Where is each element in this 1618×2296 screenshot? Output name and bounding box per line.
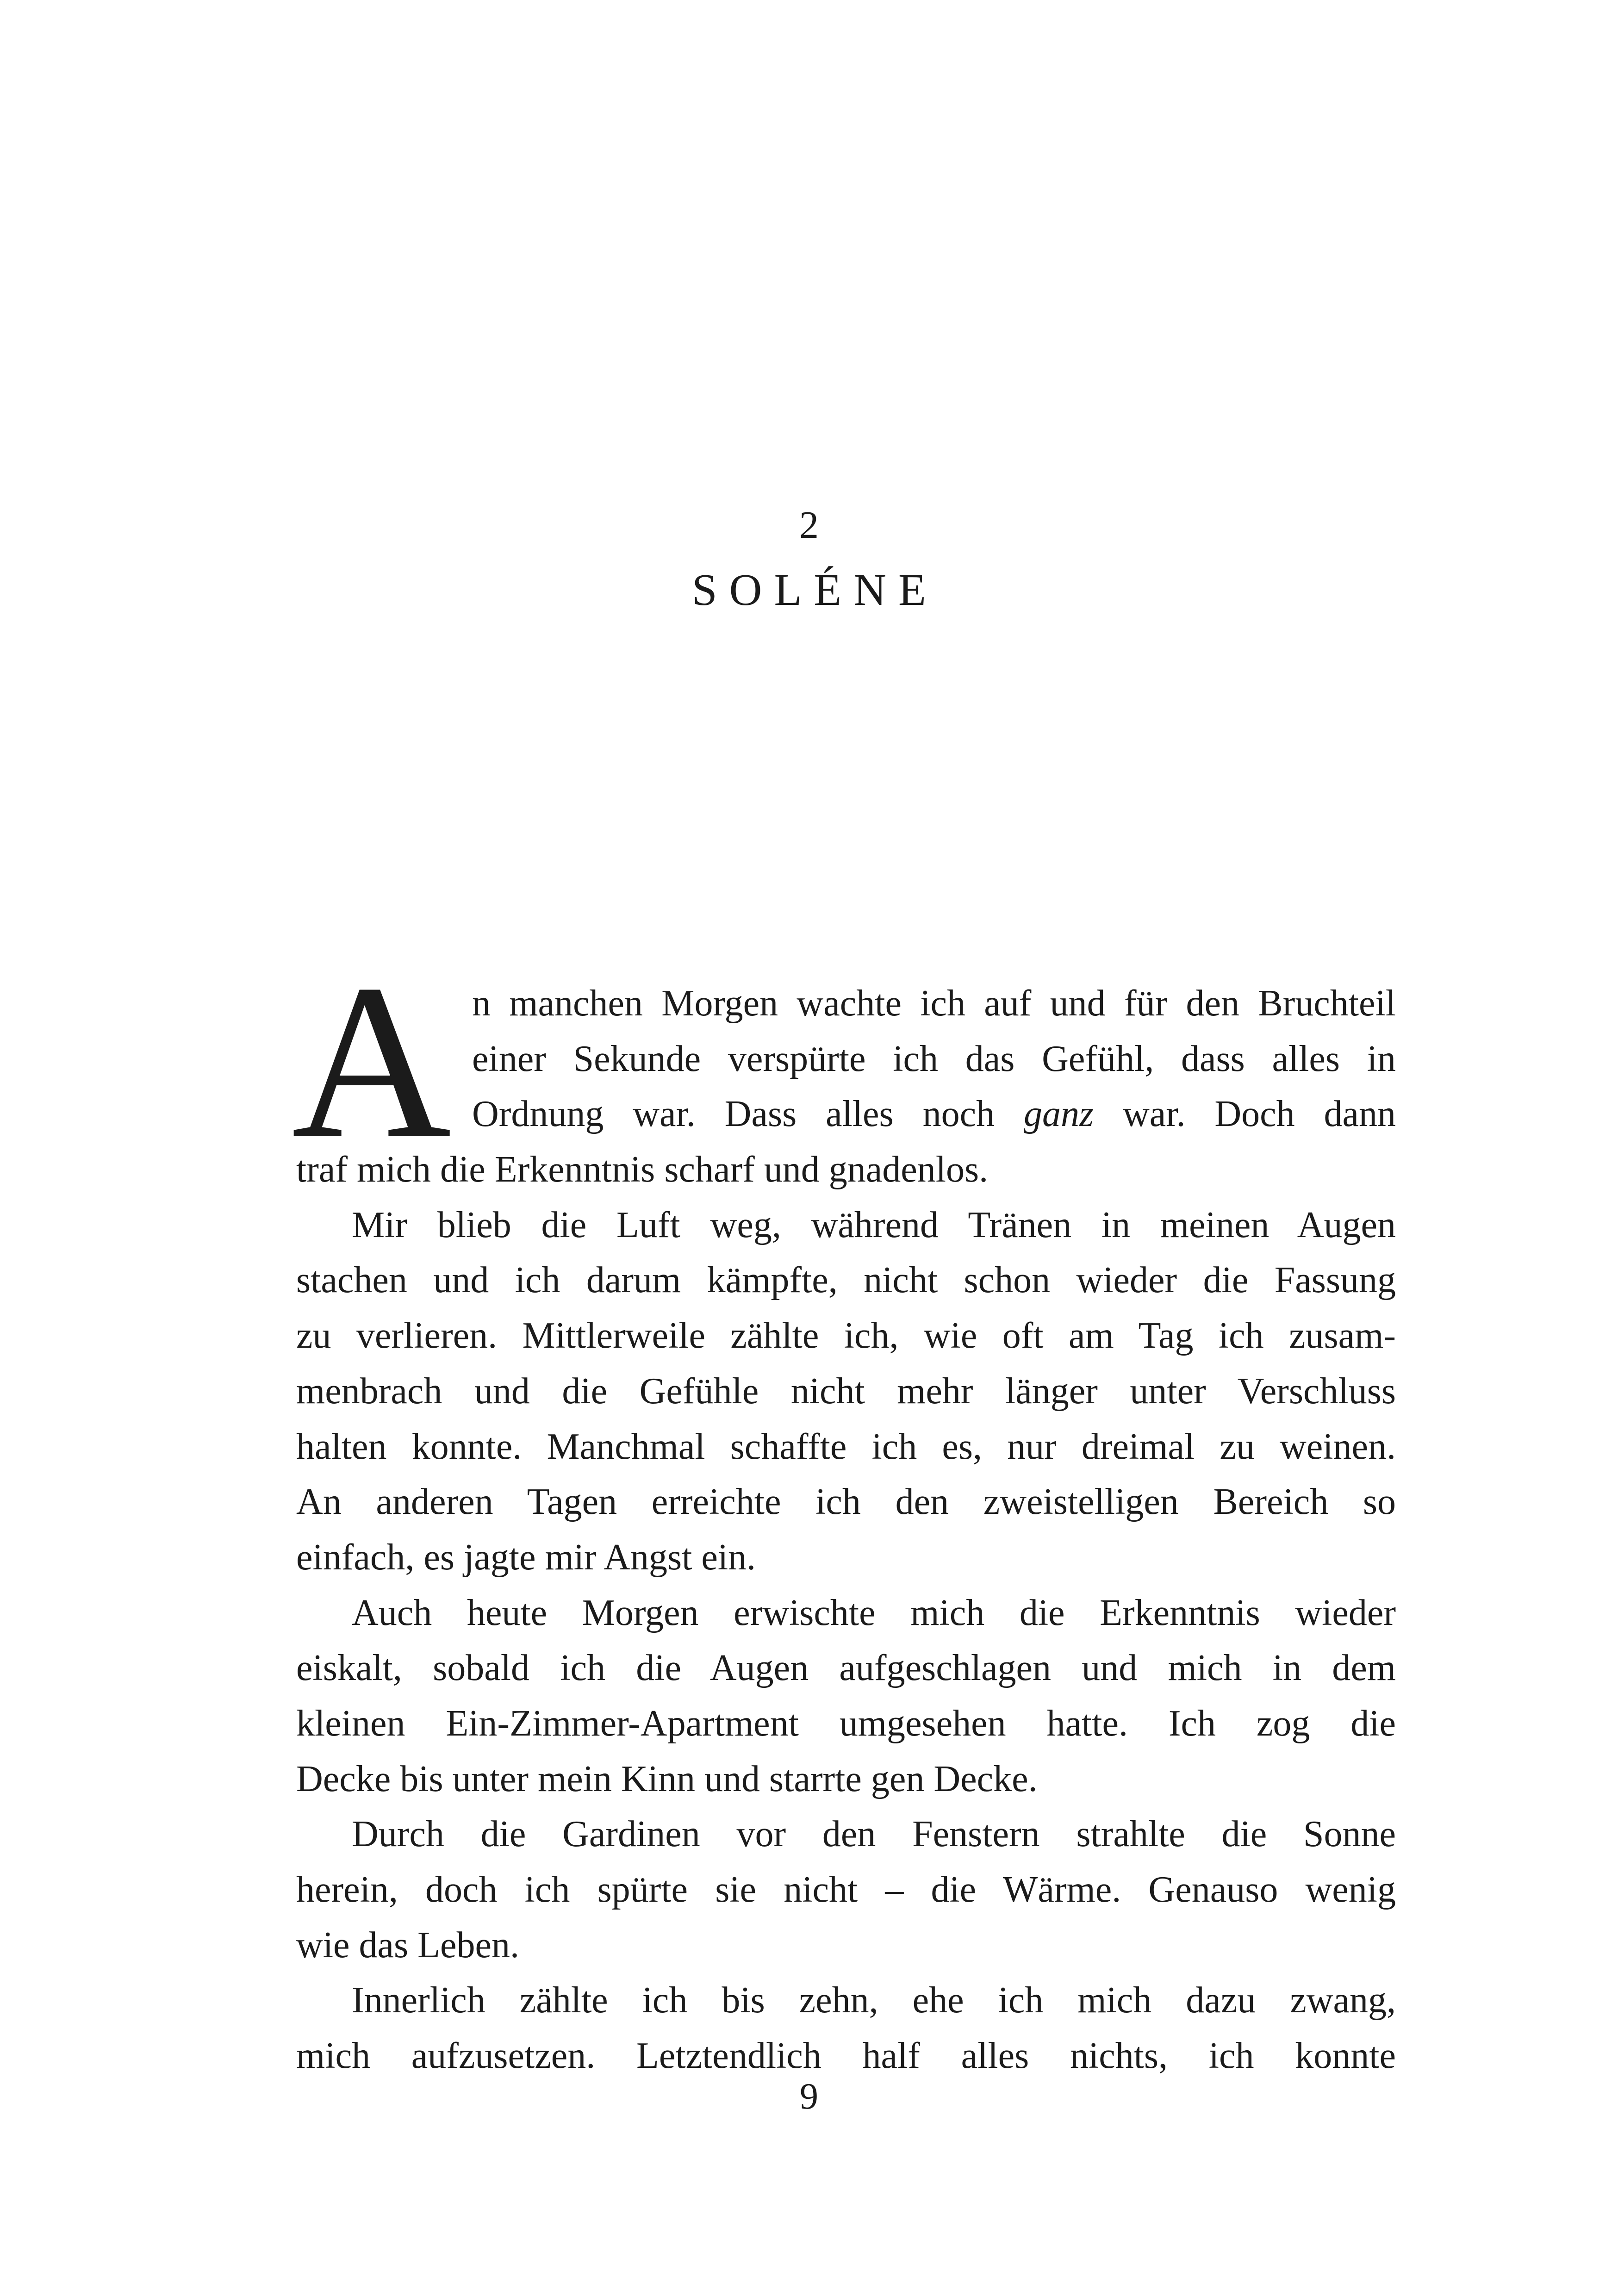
text-line: menbrach und die Gefühle nicht mehr länger unter Verschluss — [296, 1370, 1396, 1412]
text-line: Innerlich zählte ich bis zehn, ehe ich mich dazu zwang, — [352, 1980, 1396, 2021]
text-line: halten konnte. Manchmal schaffte ich es, nur dreimal zu weinen. — [296, 1426, 1396, 1467]
text-line: Auch heute Morgen erwischte mich die Erkenntnis wieder — [352, 1592, 1396, 1633]
paragraph — [296, 1973, 1396, 2084]
emphasis: ganz — [1023, 1094, 1094, 1135]
text-segment: Ordnung war. Dass alles noch — [472, 1094, 1024, 1135]
text-line: kleinen Ein-Zimmer-Apartment umgesehen hatte. Ich zog die — [296, 1703, 1396, 1744]
text-line: einfach, es jagte mir Angst ein. — [296, 1537, 756, 1578]
text-line: Durch die Gardinen vor den Fenstern strahlte die Sonne — [352, 1814, 1396, 1855]
text-segment: war. Doch dann — [1094, 1094, 1396, 1135]
text-line: eiskalt, sobald ich die Augen aufgeschlagen und mich in dem — [296, 1648, 1396, 1689]
text-line: wie das Leben. — [296, 1924, 520, 1966]
chapter-number: 2 — [799, 504, 819, 547]
text-line — [296, 1087, 1396, 1142]
paragraph — [296, 1198, 1396, 1586]
text-line: An anderen Tagen erreichte ich den zweistelligen Bereich so — [296, 1481, 1396, 1523]
paragraph — [296, 1807, 1396, 1973]
text-line: Mir blieb die Luft weg, während Tränen in meinen Augen — [352, 1204, 1396, 1245]
text-line: herein, doch ich spürte sie nicht – die Wärme. Genauso wenig — [296, 1869, 1396, 1910]
text-line: zu verlieren. Mittlerweile zählte ich, wie oft am Tag ich zusam- — [296, 1315, 1396, 1356]
text-line: stachen und ich darum kämpfte, nicht schon wieder die Fassung — [296, 1260, 1396, 1301]
drop-cap: A — [292, 939, 452, 1184]
page-number: 9 — [800, 2076, 818, 2117]
text-line: einer Sekunde verspürte ich das Gefühl, dass alles in — [472, 1038, 1396, 1079]
chapter-title: SOLÉNE — [692, 565, 938, 615]
paragraph — [296, 1586, 1396, 1807]
text-line: n manchen Morgen wachte ich auf und für den Bruchteil — [472, 983, 1396, 1024]
text-line: Decke bis unter mein Kinn und starrte gen Decke. — [296, 1758, 1038, 1799]
text-line: mich aufzusetzen. Letztendlich half alles nichts, ich konnte — [296, 2035, 1396, 2077]
text-line: traf mich die Erkenntnis scharf und gnadenlos. — [296, 1149, 989, 1190]
body-text — [292, 939, 1396, 2084]
opening-paragraph — [292, 939, 1396, 1198]
